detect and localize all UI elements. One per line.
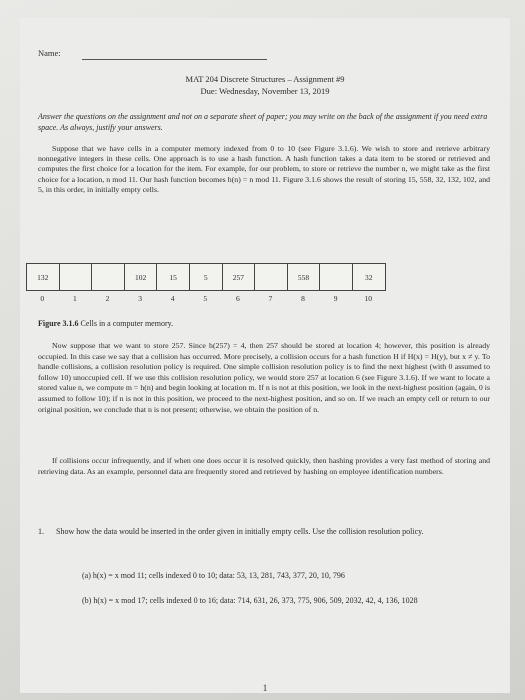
cell-index: 2 (105, 294, 110, 303)
course-title: MAT 204 Discrete Structures – Assignment #9 (185, 74, 345, 84)
cell-indices (26, 294, 385, 303)
question-text: Show how the data would be inserted in the order given in initially empty cells. Use the collision resolution policy. (56, 527, 424, 536)
question-number: 1. (38, 527, 44, 536)
memory-cell: 5 (189, 263, 223, 291)
paragraph-hash-intro: Suppose that we have cells in a computer memory indexed from 0 to 10 (see Figure 3.1.6). We wish to store and retrieve arbitrary nonnegative integers in these cells. One approach is to use a hash function. A hash function takes a data item to be stored or retrieved and computes the first choice for a location for the item. For example, for our problem, to store or retrieve the number n, we might take as the first choice for a location, n mod 11. Our hash function becomes h(n) = n mod 11. Figure 3.1.6 shows the result of storing 15, 558, 32, 132, 102, and 5, in this order, in initially empty cells. (38, 144, 490, 194)
memory-cell: 558 (287, 263, 321, 291)
memory-cell (91, 263, 125, 291)
assignment-page (20, 18, 510, 693)
memory-cell: 257 (222, 263, 256, 291)
page-number: 1 (262, 683, 268, 693)
figure-label: Figure 3.1.6 (38, 319, 79, 328)
cell-index: 4 (170, 294, 175, 303)
memory-cell (59, 263, 93, 291)
cell-index: 5 (203, 294, 208, 303)
cell-index: 10 (364, 294, 372, 303)
memory-cell (319, 263, 353, 291)
name-blank-line (82, 59, 267, 60)
question-1a: (a) h(x) = x mod 11; cells indexed 0 to 10; data: 53, 13, 281, 743, 377, 20, 10, 796 (82, 571, 345, 580)
cell-index: 1 (73, 294, 77, 303)
question-1 (38, 526, 490, 537)
cell-index: 0 (40, 294, 45, 303)
paragraph-hashing-speed: If collisions occur infrequently, and if when one does occur it is resolved quickly, then hashing provides a very fast method of storing and retrieving data. As an example, personnel data are frequently stored and retrieved by hashing on employee identification numbers. (38, 456, 490, 476)
cell-index: 6 (235, 294, 240, 303)
cell-index: 9 (333, 294, 338, 303)
due-date: Due: Wednesday, November 13, 2019 (200, 86, 330, 96)
paragraph-collision: Now suppose that we want to store 257. Since h(257) = 4, then 257 should be stored at location 4; however, this position is already occupied. In this case we say that a collision has occurred. More precisely, a collision occurs for a hash function H if H(x) = H(y), but x ≠ y. To handle collisions, a collision resolution policy is required. One simple collision resolution policy is to find the next highest (with 0 assumed to follow 10) unoccupied cell. If we use this collision resolution policy, we would store 257 at location 6 (see Figure 3.1.6). If we want to locate a stored value n, we compute m = h(n) and begin looking at location m. If n is not at this position, we look in the next-highest position (again, 0 is assumed to follow 10); if n is not in this position, we proceed to the next-highest position, and so on. If we reach an empty cell or return to our original position, we conclude that n is not present; otherwise, we obtain the position of n. (38, 341, 490, 414)
memory-cells (26, 263, 386, 291)
memory-cell (254, 263, 288, 291)
memory-cell: 132 (26, 263, 60, 291)
memory-cell: 15 (156, 263, 190, 291)
instructions: Answer the questions on the assignment and not on a separate sheet of paper; you may write on the back of the assignment if you need extra space. As always, justify your answers. (38, 112, 488, 132)
memory-cell: 102 (124, 263, 158, 291)
question-1b: (b) h(x) = x mod 17; cells indexed 0 to 16; data: 714, 631, 26, 373, 775, 906, 509, 2032, 42, 4, 136, 1028 (82, 596, 418, 605)
cell-index: 3 (138, 294, 142, 303)
figure-caption (38, 319, 173, 328)
cell-index: 8 (301, 294, 305, 303)
memory-cell: 32 (352, 263, 386, 291)
name-label: Name: (38, 48, 61, 58)
figure-caption-text: Cells in a computer memory. (78, 319, 174, 328)
cell-index: 7 (268, 294, 273, 303)
